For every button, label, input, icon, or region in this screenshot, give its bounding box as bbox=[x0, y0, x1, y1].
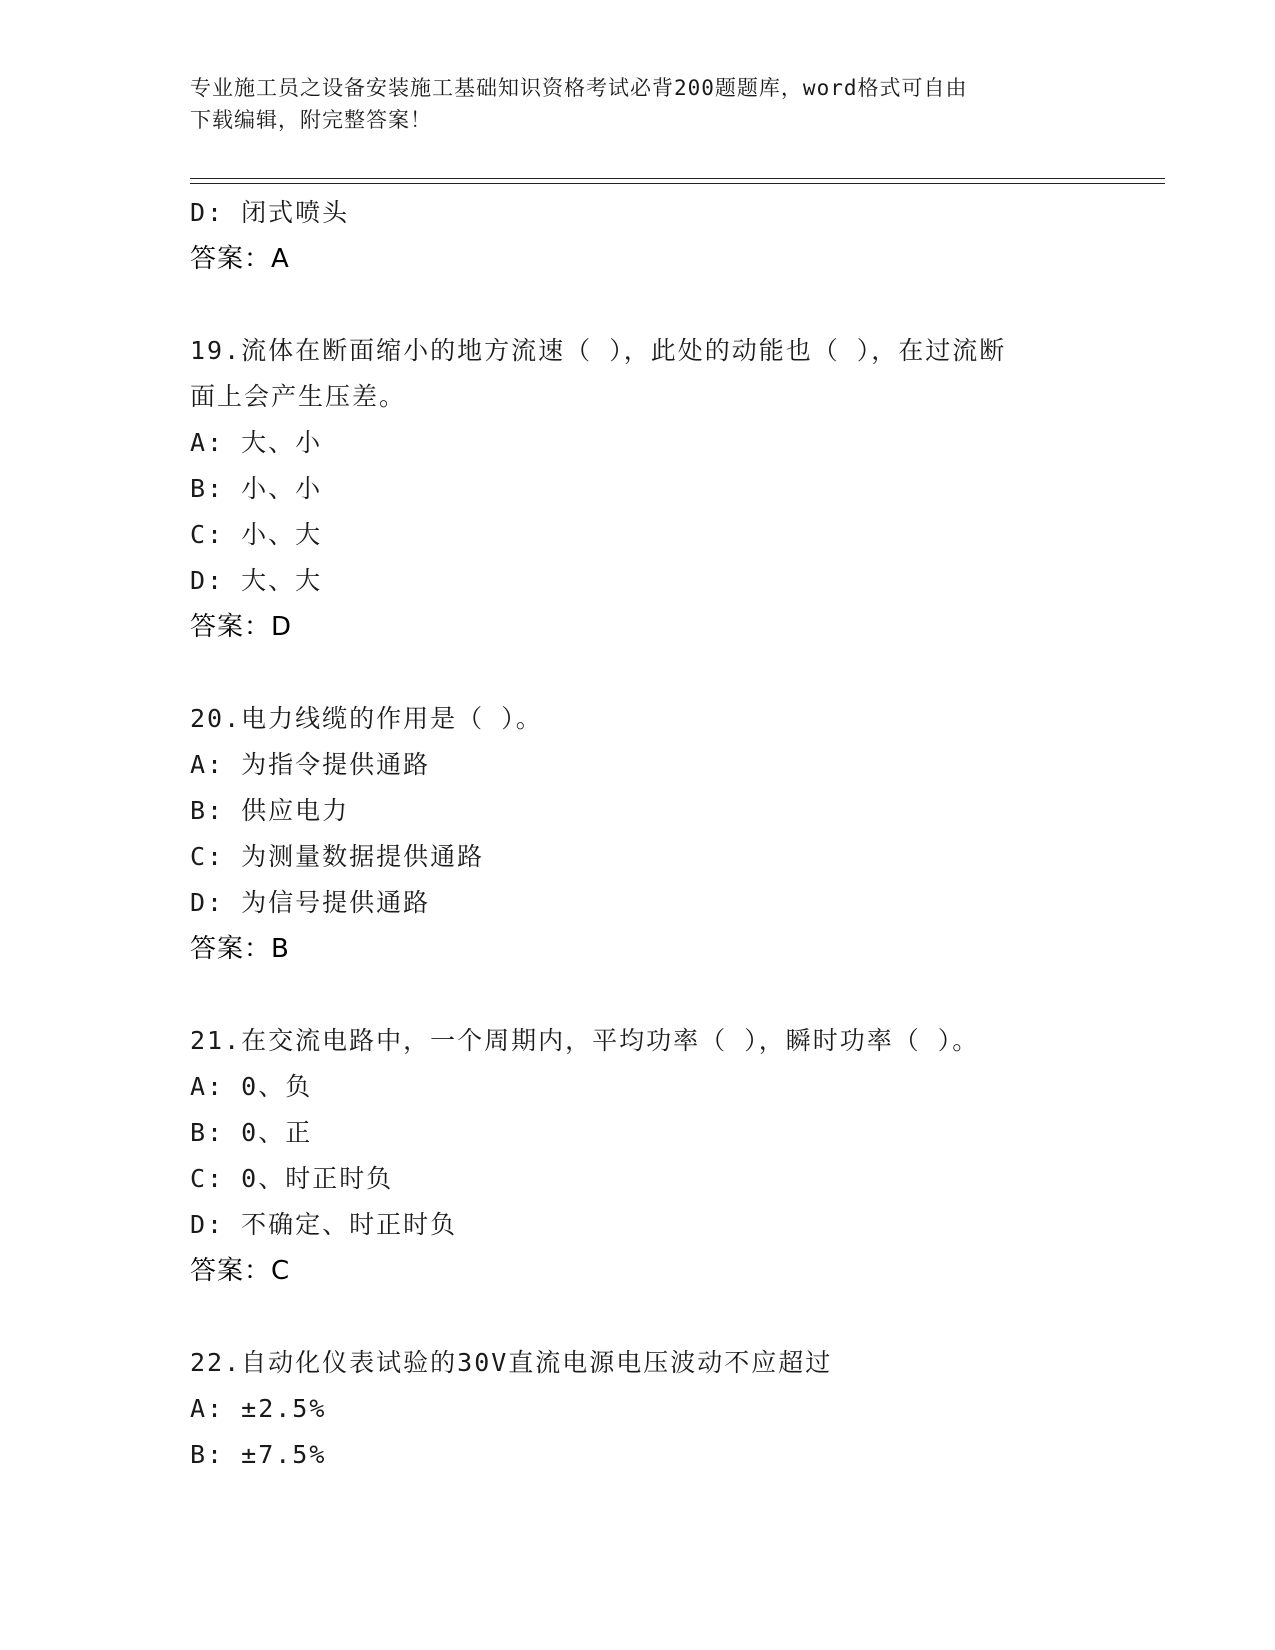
option-c: C: 小、大 bbox=[190, 520, 323, 549]
header-line-2: 下载编辑，附完整答案！ bbox=[190, 108, 432, 132]
question-stem-continued: 面上会产生压差。 bbox=[190, 382, 407, 411]
question-20 bbox=[190, 696, 1090, 972]
prev-answer: 答案：A bbox=[190, 244, 290, 274]
option-d: D: 大、大 bbox=[190, 566, 323, 595]
option-b: B: 供应电力 bbox=[190, 796, 350, 825]
option-b: B: 小、小 bbox=[190, 474, 323, 503]
header-divider-top bbox=[190, 178, 1165, 179]
option-b: B: 0、正 bbox=[190, 1118, 313, 1147]
option-a: A: 为指令提供通路 bbox=[190, 750, 431, 779]
option-a: A: 0、负 bbox=[190, 1072, 313, 1101]
question-stem: 22.自动化仪表试验的30V直流电源电压波动不应超过 bbox=[190, 1348, 833, 1377]
option-c: C: 为测量数据提供通路 bbox=[190, 842, 485, 871]
question-stem: 19.流体在断面缩小的地方流速（ ），此处的动能也（ ），在过流断 bbox=[190, 336, 1007, 365]
question-19 bbox=[190, 328, 1090, 650]
document-body bbox=[190, 190, 1090, 1478]
option-a: A: 大、小 bbox=[190, 428, 323, 457]
document-header bbox=[190, 72, 1090, 136]
spacer bbox=[190, 650, 1090, 696]
option-d: D: 不确定、时正时负 bbox=[190, 1210, 458, 1239]
option-c: C: 0、时正时负 bbox=[190, 1164, 394, 1193]
option-a: A: ±2.5% bbox=[190, 1394, 327, 1423]
spacer bbox=[190, 972, 1090, 1018]
spacer bbox=[190, 1294, 1090, 1340]
question-stem: 21.在交流电路中，一个周期内，平均功率（ ），瞬时功率（ ）。 bbox=[190, 1026, 980, 1055]
option-d: D: 为信号提供通路 bbox=[190, 888, 431, 917]
question-stem: 20.电力线缆的作用是（ ）。 bbox=[190, 704, 543, 733]
answer: 答案：D bbox=[190, 612, 293, 642]
header-divider-bottom bbox=[190, 183, 1165, 184]
spacer bbox=[190, 282, 1090, 328]
answer: 答案：C bbox=[190, 1256, 291, 1286]
option-b: B: ±7.5% bbox=[190, 1440, 327, 1469]
prev-option-d: D: 闭式喷头 bbox=[190, 198, 350, 227]
answer: 答案：B bbox=[190, 934, 290, 964]
question-22 bbox=[190, 1340, 1090, 1478]
header-line-1: 专业施工员之设备安装施工基础知识资格考试必背200题题库，word格式可自由 bbox=[190, 76, 968, 100]
question-21 bbox=[190, 1018, 1090, 1294]
